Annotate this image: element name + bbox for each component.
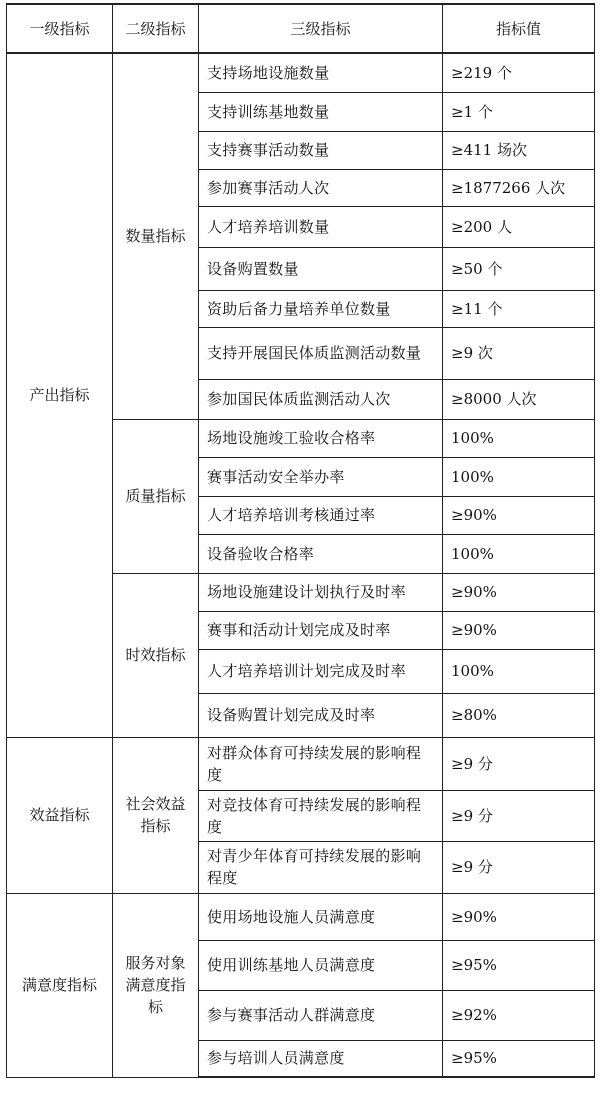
indicator-name: 场地设施建设计划执行及时率 bbox=[199, 573, 443, 611]
level2-social: 社会效益指标 bbox=[113, 737, 199, 893]
indicator-value: ≥1 个 bbox=[443, 92, 595, 131]
header-value: 指标值 bbox=[443, 4, 595, 53]
indicator-name: 赛事和活动计划完成及时率 bbox=[199, 611, 443, 649]
indicator-value: 100% bbox=[443, 419, 595, 457]
indicator-name: 支持训练基地数量 bbox=[199, 92, 443, 131]
indicator-value: ≥80% bbox=[443, 693, 595, 737]
indicator-value: ≥95% bbox=[443, 940, 595, 990]
level1-satisfaction: 满意度指标 bbox=[7, 893, 113, 1077]
indicator-name: 参与赛事活动人群满意度 bbox=[199, 990, 443, 1040]
indicator-name: 对群众体育可持续发展的影响程度 bbox=[199, 737, 443, 790]
indicator-value: ≥1877266 人次 bbox=[443, 169, 595, 206]
table-row bbox=[7, 53, 595, 92]
indicator-value: ≥95% bbox=[443, 1040, 595, 1077]
indicator-name: 赛事活动安全举办率 bbox=[199, 457, 443, 496]
indicator-name: 人才培养培训数量 bbox=[199, 206, 443, 247]
performance-indicator-table bbox=[6, 3, 595, 1078]
indicator-name: 参与培训人员满意度 bbox=[199, 1040, 443, 1077]
indicator-value: 100% bbox=[443, 534, 595, 573]
indicator-value: ≥11 个 bbox=[443, 290, 595, 327]
indicator-name: 设备验收合格率 bbox=[199, 534, 443, 573]
indicator-name: 支持场地设施数量 bbox=[199, 53, 443, 92]
level1-output: 产出指标 bbox=[7, 53, 113, 737]
indicator-value: ≥92% bbox=[443, 990, 595, 1040]
table-row bbox=[7, 893, 595, 940]
indicator-value: ≥50 个 bbox=[443, 247, 595, 290]
indicator-value: ≥9 分 bbox=[443, 790, 595, 841]
indicator-name: 场地设施竣工验收合格率 bbox=[199, 419, 443, 457]
indicator-name: 人才培养培训计划完成及时率 bbox=[199, 649, 443, 693]
header-level3: 三级指标 bbox=[199, 4, 443, 53]
level1-benefit: 效益指标 bbox=[7, 737, 113, 893]
indicator-value: ≥90% bbox=[443, 573, 595, 611]
indicator-value: ≥200 人 bbox=[443, 206, 595, 247]
indicator-name: 对青少年体育可持续发展的影响程度 bbox=[199, 841, 443, 893]
indicator-value: ≥9 分 bbox=[443, 737, 595, 790]
table-header-row bbox=[7, 4, 595, 53]
indicator-name: 参加赛事活动人次 bbox=[199, 169, 443, 206]
indicator-name: 使用场地设施人员满意度 bbox=[199, 893, 443, 940]
indicator-value: ≥8000 人次 bbox=[443, 379, 595, 419]
indicator-name: 资助后备力量培养单位数量 bbox=[199, 290, 443, 327]
header-level2: 二级指标 bbox=[113, 4, 199, 53]
level2-quality: 质量指标 bbox=[113, 419, 199, 573]
header-level1: 一级指标 bbox=[7, 4, 113, 53]
indicator-value: 100% bbox=[443, 649, 595, 693]
indicator-name: 支持开展国民体质监测活动数量 bbox=[199, 327, 443, 379]
indicator-value: ≥90% bbox=[443, 611, 595, 649]
indicator-name: 对竞技体育可持续发展的影响程度 bbox=[199, 790, 443, 841]
level2-service: 服务对象满意度指标 bbox=[113, 893, 199, 1077]
level2-timeliness: 时效指标 bbox=[113, 573, 199, 737]
indicator-value: ≥9 分 bbox=[443, 841, 595, 893]
table-row bbox=[7, 737, 595, 790]
indicator-value: 100% bbox=[443, 457, 595, 496]
indicator-value: ≥411 场次 bbox=[443, 131, 595, 169]
indicator-value: ≥9 次 bbox=[443, 327, 595, 379]
indicator-name: 人才培养培训考核通过率 bbox=[199, 496, 443, 534]
indicator-name: 设备购置数量 bbox=[199, 247, 443, 290]
indicator-value: ≥90% bbox=[443, 496, 595, 534]
indicator-value: ≥219 个 bbox=[443, 53, 595, 92]
indicator-name: 参加国民体质监测活动人次 bbox=[199, 379, 443, 419]
level2-quantity: 数量指标 bbox=[113, 53, 199, 419]
indicator-name: 设备购置计划完成及时率 bbox=[199, 693, 443, 737]
indicator-name: 使用训练基地人员满意度 bbox=[199, 940, 443, 990]
indicator-value: ≥90% bbox=[443, 893, 595, 940]
indicator-name: 支持赛事活动数量 bbox=[199, 131, 443, 169]
